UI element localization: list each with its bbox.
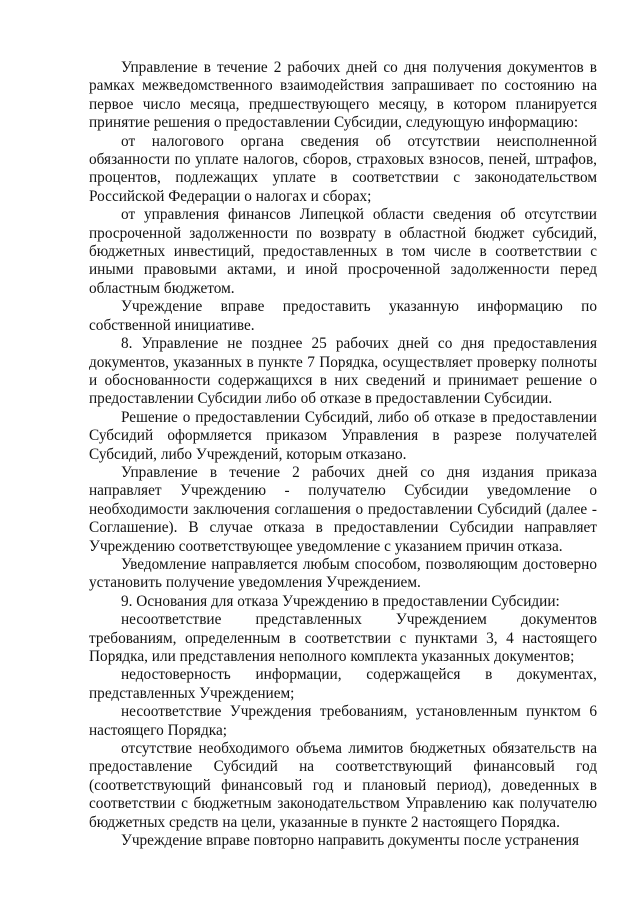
paragraph: Учреждение вправе предоставить указанную информацию по собственной инициативе. [89, 298, 597, 334]
paragraph: 9. Основания для отказа Учреждению в предоставлении Субсидии: [121, 592, 560, 610]
paragraph: несоответствие представленных Учреждением документов требованиям, определенным в соответствии с пунктами 3, 4 настоящего Порядка, или представления неполного комплекта указанных документов; [89, 611, 597, 665]
document-body [89, 59, 597, 850]
paragraph: Управление в течение 2 рабочих дней со дня получения документов в рамках межведомственного взаимодействия запрашивает по состоянию на первое число месяца, предшествующего месяцу, в котором планируется принятие решения о предоставлении Субсидии, следующую информацию: [89, 59, 597, 132]
paragraph: 8. Управление не позднее 25 рабочих дней со дня предоставления документов, указанных в пункте 7 Порядка, осуществляет проверку полноты и обоснованности содержащихся в них сведений и принимает решение о предоставлении Субсидии либо об отказе в предоставлении Субсидии. [89, 335, 597, 408]
paragraph: от управления финансов Липецкой области сведения об отсутствии просроченной задолженности по возврату в областной бюджет субсидий, бюджетных инвестиций, предоставленных в том числе в соответствии с иными правовыми актами, и иной просроченной задолженности перед областным бюджетом. [89, 206, 597, 297]
paragraph: Уведомление направляется любым способом, позволяющим достоверно установить получение уведомления Учреждением. [89, 555, 597, 592]
paragraph: Решение о предоставлении Субсидий, либо об отказе в предоставлении Субсидий оформляется приказом Управления в разрезе получателей Субсидий, либо Учреждений, которым отказано. [89, 408, 597, 463]
paragraph: недостоверность информации, содержащейся в документах, представленных Учреждением; [89, 666, 597, 702]
paragraph: от налогового органа сведения об отсутствии неисполненной обязанности по уплате налогов, сборов, страховых взносов, пеней, штрафов, процентов, подлежащих уплате в соответствии с законодательством Российской Федерации о налогах и сборах; [89, 132, 597, 205]
paragraph: несоответствие Учреждения требованиям, установленным пунктом 6 настоящего Порядка; [89, 703, 597, 739]
paragraph: отсутствие необходимого объема лимитов бюджетных обязательств на предоставление Субсидий на соответствующий финансовый год (соответствующий финансовый год и плановый период), доведенных в соответствии с бюджетным законодательством Управлению как получателю бюджетных средств на цели, указанные в пункте 2 настоящего Порядка. [89, 740, 597, 831]
paragraph: Учреждение вправе повторно направить документы после устранения [121, 832, 580, 850]
paragraph: Управление в течение 2 рабочих дней со дня издания приказа направляет Учреждению - получателю Субсидии уведомление о необходимости заключения соглашения о предоставлении Субсидий (далее - Соглашение). В случае отказа в предоставлении Субсидии направляет Учреждению соответствующее уведомление с указанием причин отказа. [89, 463, 597, 555]
